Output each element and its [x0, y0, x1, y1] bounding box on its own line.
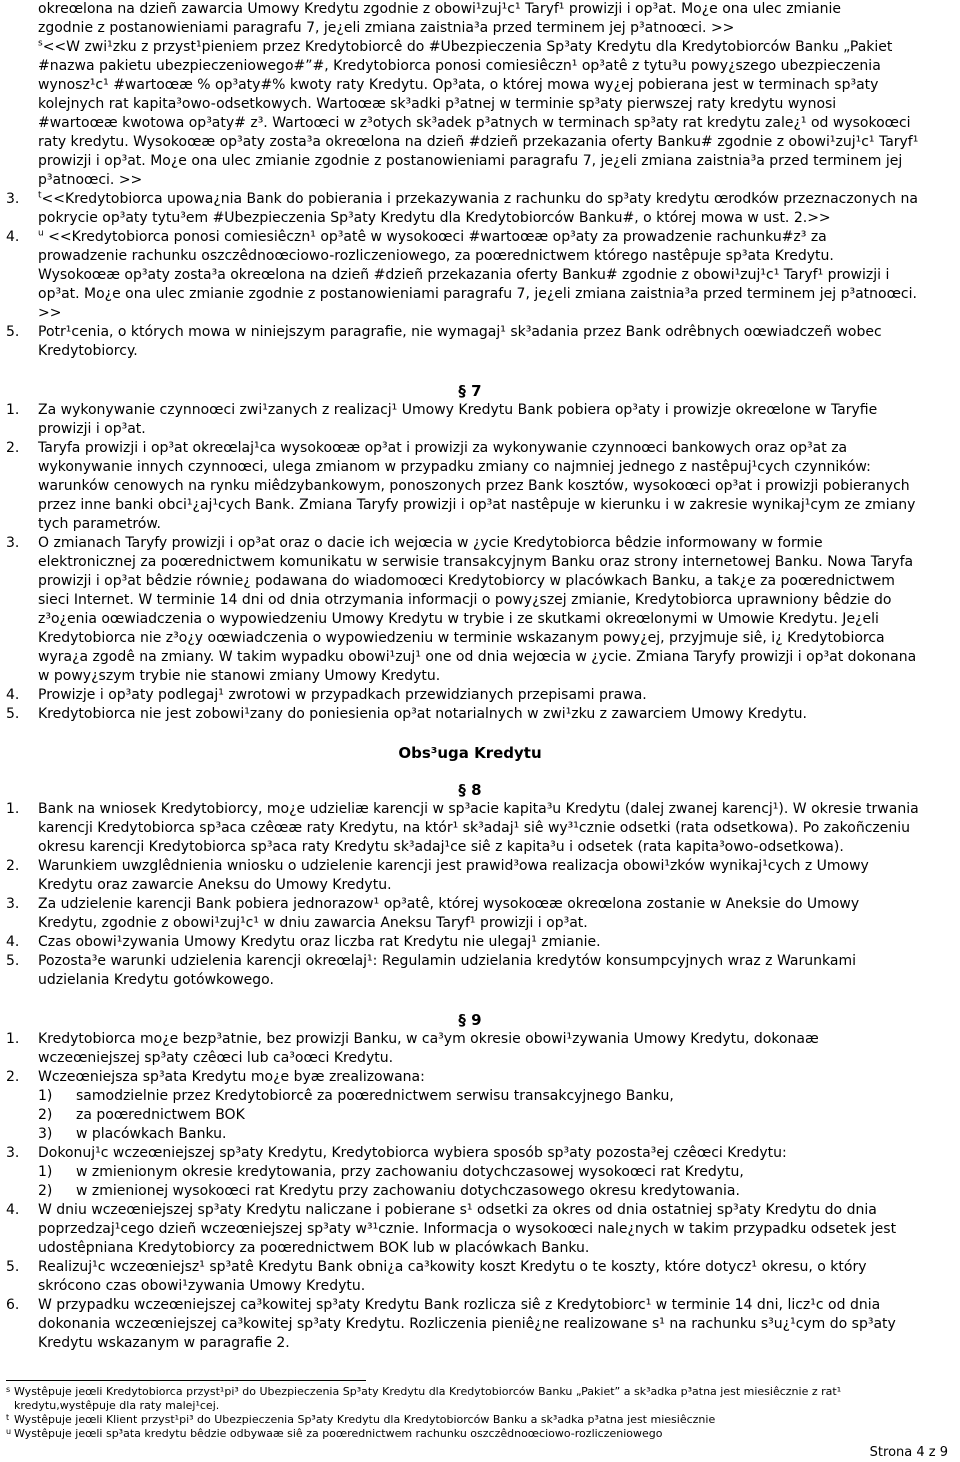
- sub-item-number: 3): [38, 1126, 53, 1142]
- item-number: 4.: [6, 687, 20, 703]
- item-text: Kredytobiorca mo¿e bezp³atnie, bez prowizji Banku, w ca³ym okresie obowi¹zywania Umowy Kredytu, dokonaæ wczeœniejszej sp³aty czêœci lub ca³oœci Kredytu.: [38, 1031, 819, 1066]
- list-item: [0, 228, 940, 323]
- list-item: [0, 895, 940, 933]
- item-text: W przypadku wczeœniejszej ca³kowitej sp³aty Kredytu Bank rozlicza siê z Kredytobiorc¹ w terminie 14 dni, licz¹c od dnia dokonania wczeœniejszej ca³kowitej sp³aty Kredytu. Rozliczenia pieniê¿ne realizowane s¹ na rachunku s³u¿¹cym do sp³aty Kredytu wskazanym w paragrafie 2.: [38, 1297, 896, 1351]
- item-text: Za udzielenie karencji Bank pobiera jednorazow¹ op³atê, której wysokoœæ okreœlona zostanie w Aneksie do Umowy Kredytu, zgodnie z obowi¹zuj¹c¹ w dniu zawarcia Aneksu Taryf¹ prowizji i op³at.: [38, 896, 860, 931]
- page-number: Strona 4 z 9: [869, 1445, 948, 1460]
- item-number: 2.: [6, 440, 20, 456]
- list-item: [0, 190, 940, 228]
- item-text: Warunkiem uwzglêdnienia wniosku o udzielenie karencji jest prawid³owa realizacja obowi¹zków wynikaj¹cych z Umowy Kredytu oraz zawarcie Aneksu do Umowy Kredytu.: [38, 858, 869, 893]
- section-title-8: § 8: [458, 781, 482, 799]
- item-number: 2.: [6, 1069, 20, 1085]
- sub-item-text: w placówkach Banku.: [76, 1126, 227, 1142]
- footnote-text: Wystêpuje jeœli Klient przyst¹pi³ do Ubezpieczenia Sp³aty Kredytu dla Kredytobiorców Banku a sk³adka p³atna jest miesiêcznie: [14, 1413, 716, 1426]
- item-text: Realizuj¹c wczeœniejsz¹ sp³atê Kredytu Bank obni¿a ca³kowity koszt Kredytu o te koszty, które dotycz¹ okresu, o który skrócono czas obowi¹zywania Umowy Kredytu.: [38, 1259, 867, 1294]
- item-text: Wczeœniejsza sp³ata Kredytu mo¿e byæ zrealizowana:: [38, 1069, 425, 1085]
- item-number: 5.: [6, 1259, 20, 1275]
- item-text: <<Kredytobiorca upowa¿nia Bank do pobierania i przekazywania z rachunku do sp³aty kredytu œrodków przeznaczonych na pokrycie op³aty tytu³em #Ubezpieczenia Sp³aty Kredytu dla Kredytobiorców Banku#, o której mowa w ust. 2.>>: [38, 191, 918, 226]
- list-item: [0, 857, 940, 895]
- list-item: [0, 1296, 940, 1353]
- item-number: 5.: [6, 706, 20, 722]
- footnote: [6, 1385, 936, 1413]
- footnote-mark: u: [6, 1427, 12, 1436]
- item-number: 3.: [6, 535, 20, 551]
- list-item: [0, 323, 940, 361]
- item-number: 2.: [6, 858, 20, 874]
- list-item: [0, 705, 940, 724]
- footnote-marker-s: s: [38, 38, 43, 49]
- footnote-mark: s: [6, 1385, 11, 1394]
- list-item: [0, 952, 940, 990]
- list-item: [0, 933, 940, 952]
- item-number: 3.: [6, 191, 20, 207]
- item-text: Taryfa prowizji i op³at okreœlaj¹ca wysokoœæ op³at i prowizji za wykonywanie czynnoœci bankowych oraz op³at za wykonywanie innych czynnoœci, ulega zmianom w przypadku zmiany co najmniej jednego z nastêpuj¹cych czynników: warunków cenowych na rynku miêdzybankowym, ponoszonych przez Bank kosztów, wysokoœci op³at i prowizji pobieranych przez inne banki obci¹¿aj¹cych Bank. Zmiana Taryfy prowizji i op³at nastêpuje w kierunku i w zakresie wynikaj¹cym ze zmiany tych parametrów.: [38, 440, 916, 532]
- footnote-divider: [6, 1380, 366, 1381]
- item-text: Czas obowi¹zywania Umowy Kredytu oraz liczba rat Kredytu nie ulegaj¹ zmianie.: [38, 934, 601, 950]
- footnote: [6, 1427, 936, 1441]
- continuation-line-2: zgodnie z postanowieniami paragrafu 7, je¿eli zmiana zaistnia³a przed terminem jej p³atnoœci. >>: [38, 20, 735, 36]
- sub-item-text: samodzielnie przez Kredytobiorcê za poœrednictwem serwisu transakcyjnego Banku,: [76, 1088, 674, 1104]
- sub-item: [38, 1106, 920, 1125]
- section-title-7: § 7: [458, 382, 482, 400]
- list-item: [0, 800, 940, 857]
- item-text: W dniu wczeœniejszej sp³aty Kredytu naliczane i pobierane s¹ odsetki za okres od dnia ostatniej sp³aty Kredytu do dnia poprzedzaj¹cego dzieñ wczeœniejszej sp³aty w³¹cznie. Informacja o wysokoœci nale¿nych w takim przypadku odsetek jest udostêpniana Kredytobiorcy za poœrednictwem BOK lub w placówkach Banku.: [38, 1202, 897, 1256]
- item-text: O zmianach Taryfy prowizji i op³at oraz o dacie ich wejœcia w ¿ycie Kredytobiorca bêdzie informowany w formie elektronicznej za poœrednictwem komunikatu w serwisie transakcyjnym Banku oraz strony internetowej Banku. Nowa Taryfa prowizji i op³at bêdzie równie¿ podawana do wiadomoœci Kredytobiorcy w placówkach Banku, a tak¿e za poœrednictwem sieci Internet. W terminie 14 dni od dnia otrzymania informacji o powy¿szej zmianie, Kredytobiorca uprawniony bêdzie do z³o¿enia oœwiadczenia o wypowiedzeniu Umowy Kredytu w trybie i ze skutkami okreœlonymi w Umowie Kredytu. Je¿eli Kredytobiorca nie z³o¿y oœwiadczenia o wypowiedzeniu w terminie wskazanym powy¿ej, przyjmuje siê, i¿ Kredytobiorca wyra¿a zgodê na zmiany. W takim wypadku obowi¹zuj¹ one od dnia wejœcia w ¿ycie. Zmiana Taryfy prowizji i op³at dokonana w powy¿szym trybie nie stanowi zmiany Umowy Kredytu.: [38, 535, 917, 684]
- list-item: [0, 401, 940, 439]
- footnote-mark: t: [6, 1413, 10, 1422]
- item-number: 1.: [6, 1031, 20, 1047]
- item-text: Potr¹cenia, o których mowa w niniejszym paragrafie, nie wymagaj¹ sk³adania przez Bank odrêbnych oœwiadczeñ wobec Kredytobiorcy.: [38, 324, 882, 359]
- sub-item: [38, 1163, 920, 1182]
- list-item: [0, 534, 940, 686]
- continuation-text: [0, 0, 940, 38]
- footnote-text: Wystêpuje jeœli sp³ata kredytu bêdzie odbywaæ siê za poœrednictwem rachunku oszczêdnoœciowo-rozliczeniowego: [14, 1427, 663, 1440]
- sub-item-text: za poœrednictwem BOK: [76, 1107, 245, 1123]
- item-text: Za wykonywanie czynnoœci zwi¹zanych z realizacj¹ Umowy Kredytu Bank pobiera op³aty i prowizje okreœlone w Taryfie prowizji i op³at.: [38, 402, 878, 437]
- sub-item-text: w zmienionym okresie kredytowania, przy zachowaniu dotychczasowej wysokoœci rat Kredytu,: [76, 1164, 744, 1180]
- sub-item: [38, 1125, 920, 1144]
- item-number: 1.: [6, 801, 20, 817]
- footnotes: [6, 1385, 936, 1441]
- item-number: 4.: [6, 229, 20, 245]
- sub-item-number: 2): [38, 1107, 53, 1123]
- sub-item-number: 2): [38, 1183, 53, 1199]
- item-number: 3.: [6, 896, 20, 912]
- item-text: Pozosta³e warunki udzielenia karencji okreœlaj¹: Regulamin udzielania kredytów konsumpcyjnych wraz z Warunkami udzielania Kredytu gotówkowego.: [38, 953, 856, 988]
- item-number: 4.: [6, 934, 20, 950]
- section-title-9: § 9: [458, 1011, 482, 1029]
- clause-s-text: <<W zwi¹zku z przyst¹pieniem przez Kredytobiorcê do #Ubezpieczenia Sp³aty Kredytu dla Kredytobiorców Banku „Pakiet #nazwa pakietu ubezpieczeniowego#”#, Kredytobiorca ponosi comiesiêczn¹ op³atê z tytu³u powy¿szego ubezpieczenia wynosz¹c¹ #wartoœæ % op³aty#% kwoty raty Kredytu. Op³ata, o której mowa wy¿ej pobierana jest w terminach sp³aty kolejnych rat kapita³owo-odsetkowych. Wartoœæ sk³adki p³atnej w terminie sp³aty pierwszej raty kredytu wynosi #wartoœæ kwotowa op³aty# z³. Wartoœci w z³otych sk³adek p³atnych w terminach sp³aty rat kredytu zale¿¹ od wysokoœci raty kredytu. Wysokoœæ op³aty zosta³a okreœlona na dzieñ #dzieñ przekazania oferty Banku# zgodnie z obowi¹zuj¹c¹ Taryf¹ prowizji i op³at. Mo¿e ona ulec zmianie zgodnie z postanowieniami paragrafu 7, je¿eli zmiana zaistnia³a przed terminem jej p³atnoœci. >>: [38, 39, 919, 188]
- item-number: 4.: [6, 1202, 20, 1218]
- sub-item-number: 1): [38, 1088, 53, 1104]
- item-number: 1.: [6, 402, 20, 418]
- item-number: 6.: [6, 1297, 20, 1313]
- section-heading: Obs³uga Kredytu: [398, 744, 542, 762]
- item-number: 3.: [6, 1145, 20, 1161]
- item-number: 5.: [6, 324, 20, 340]
- sub-item-text: w zmienionej wysokoœci rat Kredytu przy zachowaniu dotychczasowego okresu kredytowania.: [76, 1183, 740, 1199]
- footnote: [6, 1413, 936, 1427]
- sub-item-number: 1): [38, 1164, 53, 1180]
- list-item: [0, 1258, 940, 1296]
- footnote-text: Wystêpuje jeœli Kredytobiorca przyst¹pi³ do Ubezpieczenia Sp³aty Kredytu dla Kredytobiorców Banku „Pakiet” a sk³adka p³atna jest miesiêcznie z rat¹ kredytu,wystêpuje dla raty malej¹cej.: [14, 1385, 842, 1412]
- list-item: [0, 686, 940, 705]
- footnote-marker-t: t: [38, 190, 42, 201]
- list-item: [0, 1068, 940, 1144]
- item-text: Kredytobiorca nie jest zobowi¹zany do poniesienia op³at notarialnych w zwi¹zku z zawarciem Umowy Kredytu.: [38, 706, 808, 722]
- item-text: <<Kredytobiorca ponosi comiesiêczn¹ op³atê w wysokoœci #wartoœæ op³aty za prowadzenie rachunku#z³ za prowadzenie rachunku oszczêdnoœciowo-rozliczeniowego, za poœrednictwem którego nastêpuje sp³ata Kredytu. Wysokoœæ op³aty zosta³a okreœlona na dzieñ #dzieñ przekazania oferty Banku# zgodnie z obowi¹zuj¹c¹ Taryf¹ prowizji i op³at. Mo¿e ona ulec zmianie zgodnie z postanowieniami paragrafu 7, je¿eli zmiana zaistnia³a przed terminem jej p³atnoœci. >>: [38, 229, 917, 321]
- item-text: Bank na wniosek Kredytobiorcy, mo¿e udzieliæ karencji w sp³acie kapita³u Kredytu (dalej zwanej karencj¹). W okresie trwania karencji Kredytobiorca sp³aca czêœæ raty Kredytu, na któr¹ sk³adaj¹ siê wy³¹cznie odsetki (rata odsetkowa). Po zakoñczeniu okresu karencji Kredytobiorca sp³aca raty Kredytu sk³adaj¹ce siê z kapita³u i odsetek (rata kapita³owo-odsetkowa).: [38, 801, 919, 855]
- item-text: Dokonuj¹c wczeœniejszej sp³aty Kredytu, Kredytobiorca wybiera sposób sp³aty pozosta³ej czêœci Kredytu:: [38, 1145, 787, 1161]
- item-text: Prowizje i op³aty podlegaj¹ zwrotowi w przypadkach przewidzianych przepisami prawa.: [38, 687, 647, 703]
- footnote-marker-u: u: [38, 228, 44, 239]
- list-item: [0, 1144, 940, 1201]
- list-item: [0, 439, 940, 534]
- sub-item: [38, 1087, 920, 1106]
- list-item: [0, 1201, 940, 1258]
- clause-s: [0, 38, 940, 190]
- list-item: [0, 1030, 940, 1068]
- continuation-line-1: okreœlona na dzieñ zawarcia Umowy Kredytu zgodnie z obowi¹zuj¹c¹ Taryf¹ prowizji i op³at. Mo¿e ona ulec zmianie: [38, 1, 842, 17]
- item-number: 5.: [6, 953, 20, 969]
- sub-item: [38, 1182, 920, 1201]
